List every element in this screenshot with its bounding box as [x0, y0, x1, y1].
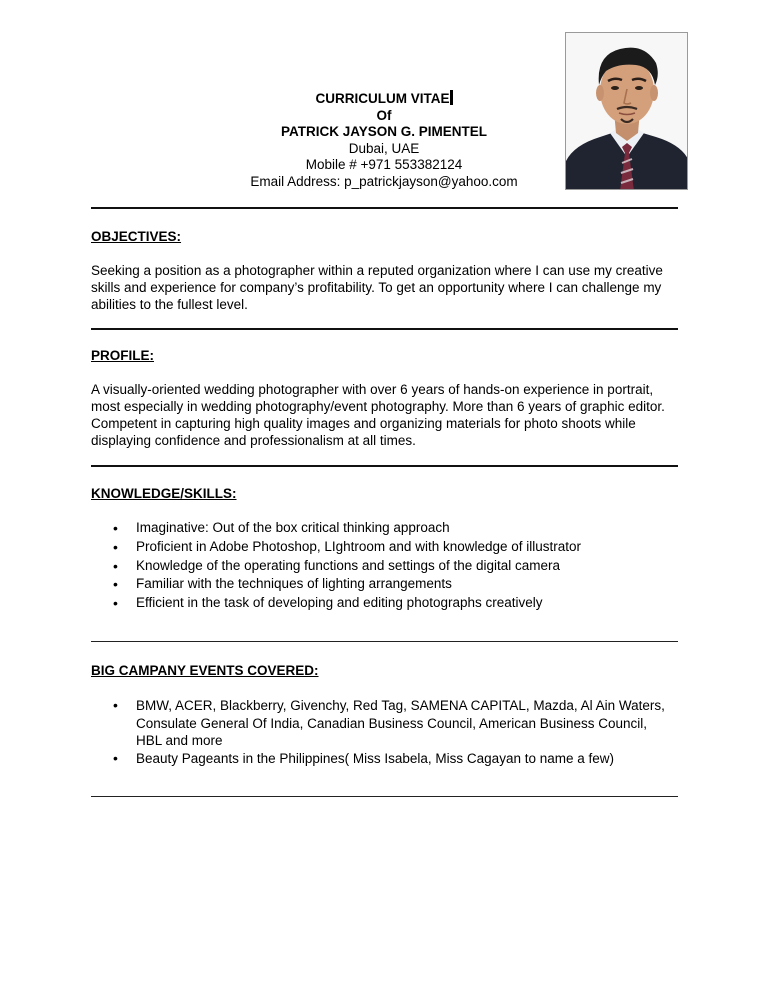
- section-divider: [91, 465, 678, 467]
- candidate-mobile: Mobile # +971 553382124: [305, 157, 463, 172]
- list-item: • Efficient in the task of developing and editing photographs creatively: [112, 594, 672, 613]
- skills-list: [112, 519, 672, 613]
- cv-of: Of: [376, 107, 392, 123]
- list-item: • Knowledge of the operating functions and settings of the digital camera: [112, 557, 672, 576]
- skills-heading: KNOWLEDGE/SKILLS:: [91, 486, 237, 501]
- list-item: • Imaginative: Out of the box critical thinking approach: [112, 519, 672, 538]
- candidate-location: Dubai, UAE: [348, 140, 420, 156]
- section-divider: [91, 796, 678, 797]
- text-cursor-mark: [450, 90, 453, 105]
- section-divider: [91, 207, 678, 209]
- portrait-illustration: [566, 33, 688, 190]
- candidate-name: PATRICK JAYSON G. PIMENTEL: [280, 124, 488, 139]
- profile-heading: PROFILE:: [91, 348, 154, 363]
- objectives-text: Seeking a position as a photographer within a reputed organization where I can use my creative skills and experience for company’s profitability. To get an opportunity where I can challenge my abilities to the fullest level.: [91, 263, 663, 312]
- cv-title: CURRICULUM VITAE: [315, 91, 450, 106]
- section-divider: [91, 641, 678, 642]
- events-heading: BIG CAMPANY EVENTS COVERED:: [91, 663, 319, 678]
- list-item: • Beauty Pageants in the Philippines( Miss Isabela, Miss Cagayan to name a few): [112, 750, 672, 768]
- candidate-email: Email Address: p_patrickjayson@yahoo.com: [250, 173, 518, 189]
- list-item: • Proficient in Adobe Photoshop, LIghtroom and with knowledge of illustrator: [112, 538, 672, 557]
- profile-text: A visually-oriented wedding photographer with over 6 years of hands-on experience in portrait, most especially in wedding photography/event photography. More than 6 years of graphic editor. Competent in capturing high quality images and organizing materials for photo shoots while displaying confidence and professionalism at all times.: [91, 382, 665, 448]
- profile-photo: [565, 32, 688, 190]
- events-list: [112, 697, 672, 767]
- list-item: • Familiar with the techniques of lighting arrangements: [112, 575, 672, 594]
- list-item: • BMW, ACER, Blackberry, Givenchy, Red Tag, SAMENA CAPITAL, Mazda, Al Ain Waters, Consulate General Of India, Canadian Business Council, American Business Council, HBL and more: [112, 697, 672, 750]
- section-divider: [91, 328, 678, 330]
- objectives-heading: OBJECTIVES:: [91, 229, 182, 244]
